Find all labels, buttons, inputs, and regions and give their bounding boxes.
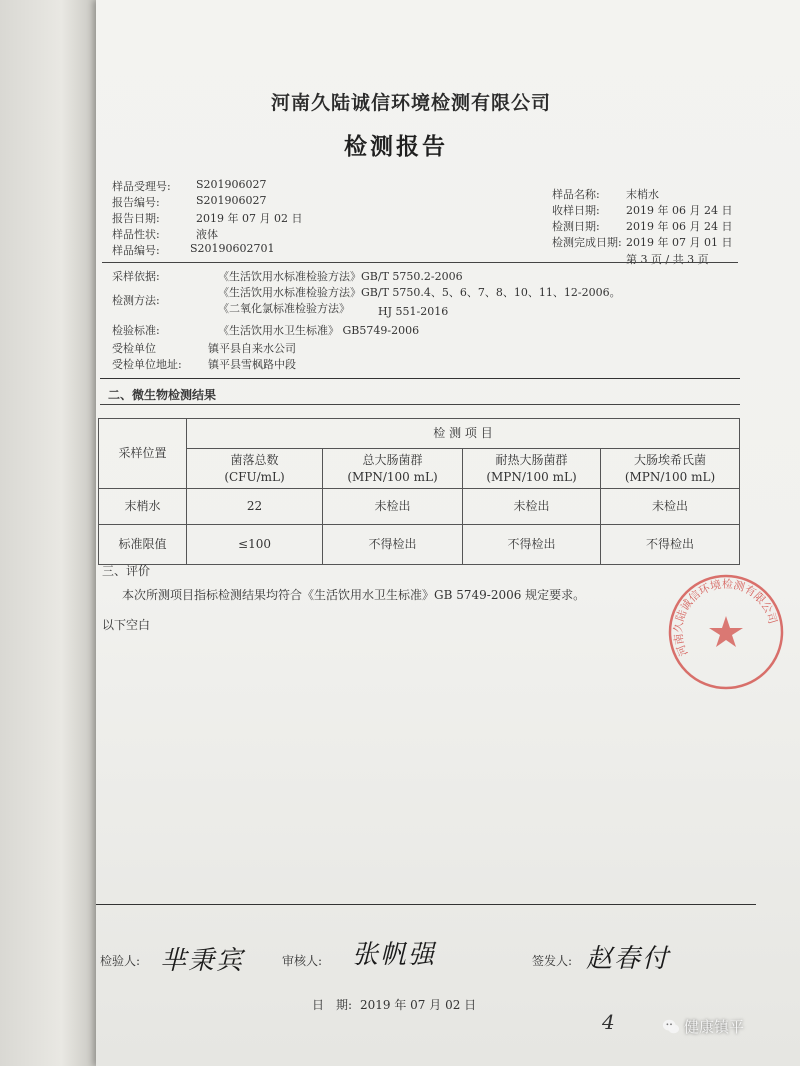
info-value: 2019 年 06 月 24 日 <box>626 220 733 233</box>
table-cell: 不得检出 <box>323 525 463 565</box>
info-label: 样品性状: <box>112 228 160 241</box>
info-value: S201906027 <box>196 178 267 191</box>
divider-top <box>102 262 738 263</box>
report-title: 检测报告 <box>344 133 448 160</box>
issuer-label: 签发人: <box>532 954 573 968</box>
inspector-signature: 芈秉宾 <box>160 946 245 976</box>
report-page <box>96 0 800 1066</box>
address-label: 受检单位地址: <box>112 358 182 371</box>
table-cell: 未检出 <box>601 489 740 525</box>
info-label: 检测日期: <box>552 220 600 233</box>
address-value: 镇平县雪枫路中段 <box>208 358 296 371</box>
row-label: 末梢水 <box>99 489 187 525</box>
testing-value-1: 《生活饮用水标准检验方法》GB/T 5750.4、5、6、7、8、10、11、12-2006。 <box>218 286 621 299</box>
divider-micro <box>100 404 740 405</box>
info-value: S201906027 <box>196 194 267 207</box>
info-label: 收样日期: <box>552 204 600 217</box>
info-value: 2019 年 06 月 24 日 <box>626 204 733 217</box>
table-cell: ≤100 <box>187 525 323 565</box>
unit-value: 镇平县自来水公司 <box>208 342 296 355</box>
table-row <box>99 489 740 525</box>
header-cell <box>463 449 601 489</box>
info-label: 样品名称: <box>552 188 600 201</box>
header-cell <box>601 449 740 489</box>
header-group: 检 测 项 目 <box>187 419 740 449</box>
info-value: 2019 年 07 月 01 日 <box>626 236 733 249</box>
info-label: 报告编号: <box>112 196 160 209</box>
testing-label: 检测方法: <box>112 294 160 307</box>
info-value: S20190602701 <box>190 242 275 255</box>
reviewer-label: 审核人: <box>282 954 323 968</box>
sampling-label: 采样依据: <box>112 270 160 283</box>
header-cell <box>187 449 323 489</box>
evaluation-title: 三、评价 <box>102 564 151 578</box>
header-name: 耐热大肠菌群 <box>495 452 568 467</box>
blank-note: 以下空白 <box>102 618 151 632</box>
info-label: 样品编号: <box>112 244 160 257</box>
header-name: 菌落总数 <box>230 452 279 467</box>
header-name: 总大肠菌群 <box>362 452 423 467</box>
testing-value-2b: HJ 551-2016 <box>378 305 449 318</box>
info-value: 2019 年 07 月 02 日 <box>196 212 303 225</box>
company-stamp <box>666 572 786 692</box>
info-label: 检测完成日期: <box>552 236 622 249</box>
info-label: 报告日期: <box>112 212 160 225</box>
stamp-text: 河南久陆诚信环境检测有限公司 <box>671 577 780 659</box>
row-label: 标准限值 <box>99 525 187 565</box>
divider-signatures <box>96 904 756 905</box>
page-indicator: 第 3 页 / 共 3 页 <box>626 253 709 266</box>
table-cell: 未检出 <box>323 489 463 525</box>
date-label: 日 期: <box>312 998 353 1012</box>
header-unit: (MPN/100 mL) <box>347 469 438 484</box>
date-value: 2019 年 07 月 02 日 <box>360 998 477 1012</box>
watermark-brand: 健康镇平 <box>684 1018 745 1036</box>
header-cell <box>323 449 463 489</box>
header-unit: (MPN/100 mL) <box>624 469 716 484</box>
wechat-icon <box>662 1018 680 1036</box>
standard-value: 《生活饮用水卫生标准》 GB5749-2006 <box>218 324 420 337</box>
sampling-value: 《生活饮用水标准检验方法》GB/T 5750.2-2006 <box>218 270 463 283</box>
standard-label: 检验标准: <box>112 324 160 337</box>
table-cell: 未检出 <box>463 489 601 525</box>
table-cell: 22 <box>187 489 323 525</box>
micro-section-title: 二、微生物检测结果 <box>108 388 217 402</box>
table-cell: 不得检出 <box>601 525 740 565</box>
handwritten-page-number: 4 <box>602 1010 615 1034</box>
info-label: 样品受理号: <box>112 180 171 193</box>
info-value: 末梢水 <box>626 188 659 201</box>
reviewer-signature: 张帆强 <box>352 940 437 970</box>
info-value: 液体 <box>196 228 218 241</box>
unit-label: 受检单位 <box>112 342 156 355</box>
company-name: 河南久陆诚信环境检测有限公司 <box>271 92 552 114</box>
header-unit: (CFU/mL) <box>224 469 285 484</box>
table-cell: 不得检出 <box>463 525 601 565</box>
table-row <box>99 525 740 565</box>
header-location: 采样位置 <box>99 419 187 489</box>
header-unit: (MPN/100 mL) <box>486 469 577 484</box>
results-table <box>98 418 740 565</box>
inspector-label: 检验人: <box>100 954 141 968</box>
issuer-signature: 赵春付 <box>586 944 671 974</box>
header-name: 大肠埃希氏菌 <box>634 452 707 467</box>
divider-methods <box>100 378 740 379</box>
evaluation-text: 本次所测项目指标检测结果均符合《生活饮用水卫生标准》GB 5749-2006 规定要求。 <box>122 588 586 602</box>
testing-value-2: 《二氧化氯标准检验方法》 <box>218 302 350 315</box>
